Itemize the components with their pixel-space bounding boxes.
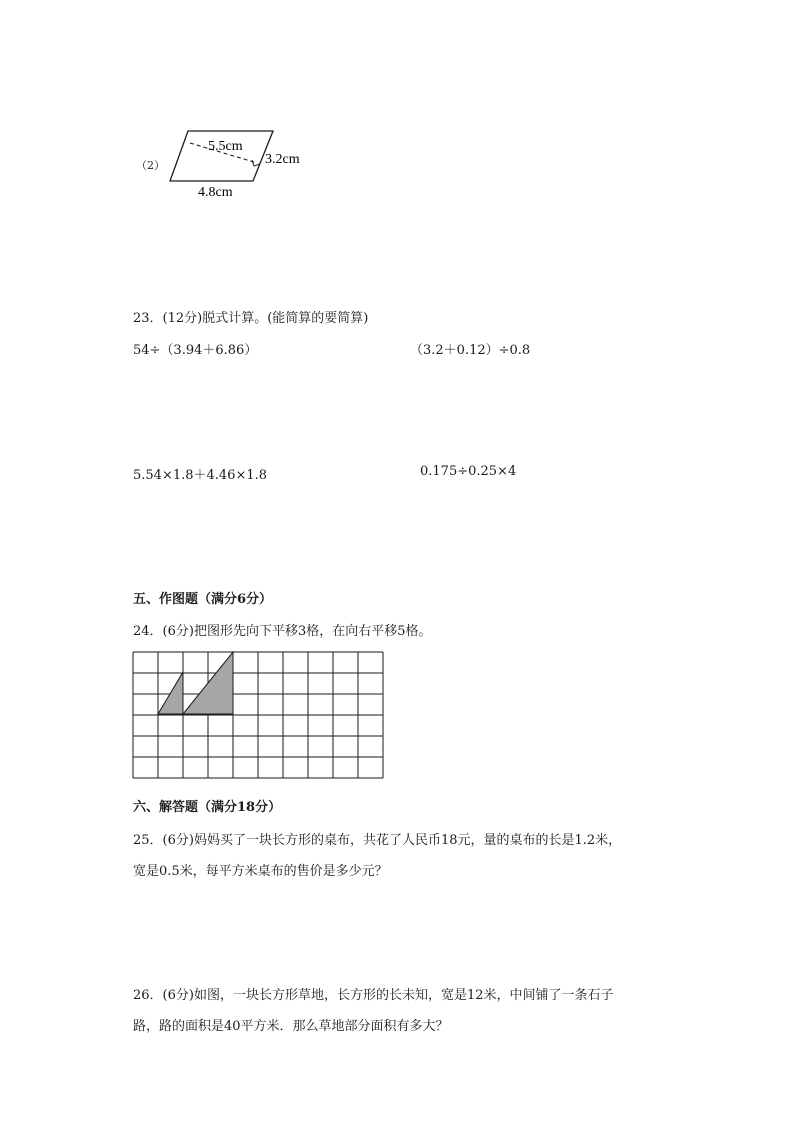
small-triangle (158, 672, 183, 714)
translation-grid (132, 651, 386, 779)
base-label: 4.8cm (198, 185, 233, 200)
q23-title: 23．(12分)脱式计算。(能简算的要简算) (133, 311, 369, 326)
q23-expr-3: 5.54×1.8＋4.46×1.8 (133, 468, 268, 483)
q26-line-2: 路，路的面积是40平方米．那么草地部分面积有多大？ (133, 1019, 449, 1034)
q23-expr-2: （3.2＋0.12）÷0.8 (410, 343, 531, 358)
q26-line-1: 26．(6分)如图，一块长方形草地，长方形的长未知，宽是12米，中间铺了一条石子 (133, 988, 614, 1003)
section6-heading: 六、解答题（满分18分） (133, 800, 282, 815)
section5-heading: 五、作图题（满分6分） (133, 592, 273, 607)
q23-expr-4: 0.175÷0.25×4 (420, 464, 517, 479)
q25-line-1: 25．(6分)妈妈买了一块长方形的桌布，共花了人民币18元，量的桌布的长是1.2米， (133, 833, 622, 848)
diag-label: 5.5cm (208, 139, 243, 154)
height-label: 3.2cm (265, 152, 300, 167)
q23-expr-1: 54÷（3.94＋6.86） (133, 343, 258, 358)
q25-line-2: 宽是0.5米，每平方米桌布的售价是多少元？ (133, 864, 388, 879)
grid-lines (133, 652, 383, 778)
q24-title: 24．(6分)把图形先向下平移3格，在向右平移5格。 (133, 624, 432, 639)
figure-part-label: （2） (136, 159, 165, 172)
parallelogram-figure (160, 125, 320, 203)
